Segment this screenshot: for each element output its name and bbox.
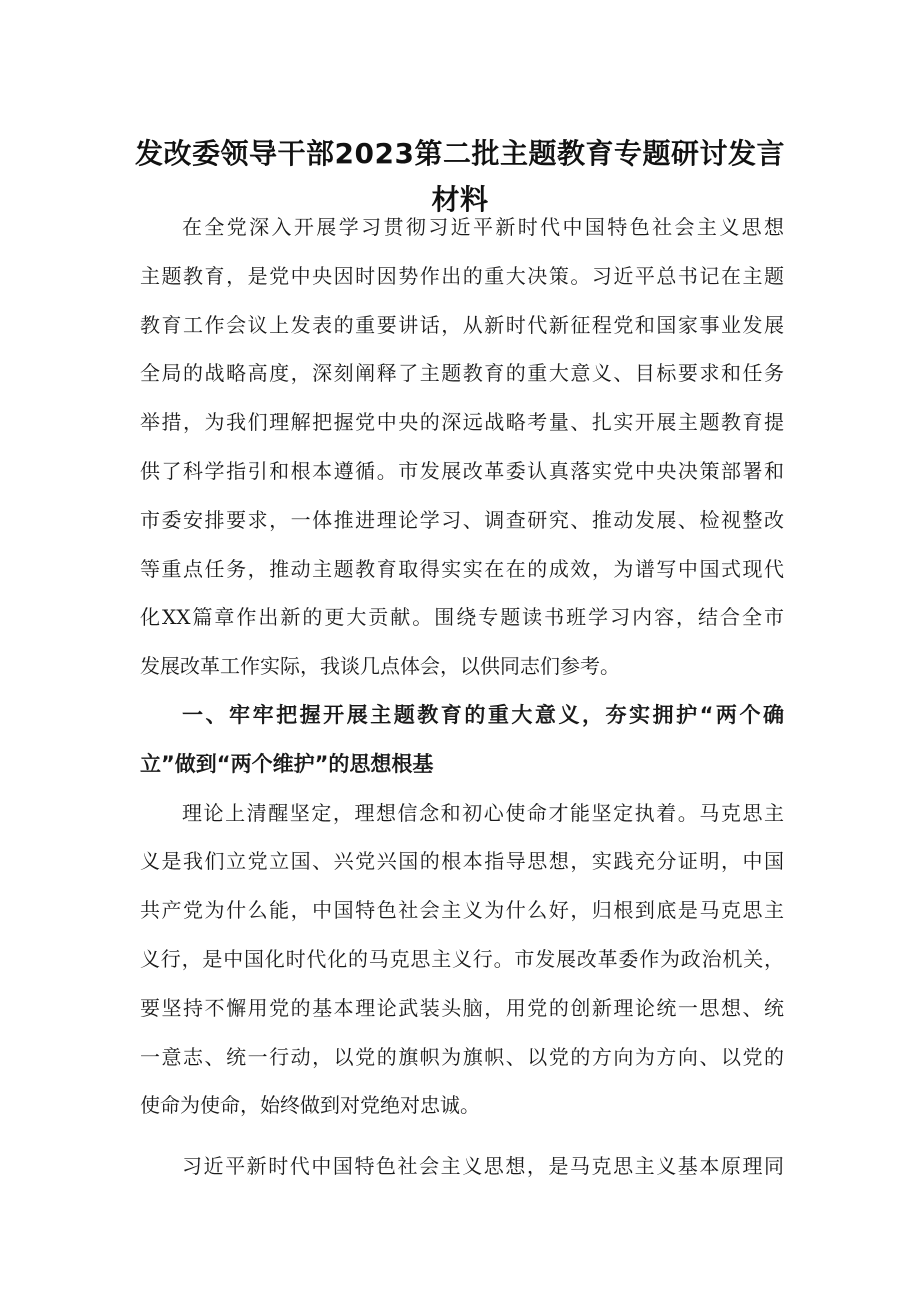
section-1-paragraph-1 (140, 800, 784, 1142)
title-line-1: 发改委领导干部2023第二批主题教育专题研讨发言 (135, 136, 785, 170)
title-line-2: 材料 (431, 182, 489, 216)
heading-line: 一、牢牢把握开展主题教育的重大意义，夯实拥护“两个确 (182, 702, 784, 727)
paragraph-line: 主题教育，是党中央因时因势作出的重大决策。习近平总书记在主题 (140, 263, 784, 288)
heading-line: 立”做到“两个维护”的思想根基 (140, 751, 434, 776)
paragraph-line: 义是我们立党立国、兴党兴国的根本指导思想，实践充分证明，中国 (140, 849, 784, 874)
paragraph-line: 共产党为什么能，中国特色社会主义为什么好，归根到底是马克思主 (140, 898, 784, 923)
paragraph-line: 全局的战略高度，深刻阐释了主题教育的重大意义、目标要求和任务 (140, 361, 784, 386)
paragraph-line: 义行，是中国化时代化的马克思主义行。市发展改革委作为政治机关， (140, 946, 784, 971)
paragraph-line: 使命为使命，始终做到对党绝对忠诚。 (140, 1093, 480, 1118)
paragraph-line: 要坚持不懈用党的基本理论武装头脑，用党的创新理论统一思想、统 (140, 995, 784, 1020)
paragraph-line: 供了科学指引和根本遵循。市发展改革委认真落实党中央决策部署和 (140, 458, 784, 483)
paragraph-line: 化XX篇章作出新的更大贡献。围绕专题读书班学习内容，结合全市 (140, 605, 784, 630)
document-title (120, 131, 800, 223)
paragraph-line: 在全党深入开展学习贯彻习近平新时代中国特色社会主义思想 (182, 215, 784, 239)
paragraph-line: 等重点任务，推动主题教育取得实实在在的成效，为谱写中国式现代 (140, 556, 784, 581)
paragraph-line: 发展改革工作实际，我谈几点体会，以供同志们参考。 (140, 654, 620, 679)
paragraph-line: 一意志、统一行动，以党的旗帜为旗帜、以党的方向为方向、以党的 (140, 1044, 784, 1069)
paragraph-line: 举措，为我们理解把握党中央的深远战略考量、扎实开展主题教育提 (140, 410, 784, 435)
section-1-paragraph-2 (140, 1153, 784, 1202)
section-heading-1 (140, 702, 784, 800)
paragraph-spacer (140, 1141, 784, 1153)
document-body (140, 214, 784, 1202)
intro-paragraph (140, 214, 784, 702)
paragraph-line: 市委安排要求，一体推进理论学习、调查研究、推动发展、检视整改 (140, 507, 784, 532)
paragraph-line: 习近平新时代中国特色社会主义思想，是马克思主义基本原理同 (182, 1154, 784, 1179)
paragraph-line: 教育工作会议上发表的重要讲话，从新时代新征程党和国家事业发展 (140, 312, 784, 337)
paragraph-line: 理论上清醒坚定，理想信念和初心使命才能坚定执着。马克思主 (182, 800, 784, 825)
